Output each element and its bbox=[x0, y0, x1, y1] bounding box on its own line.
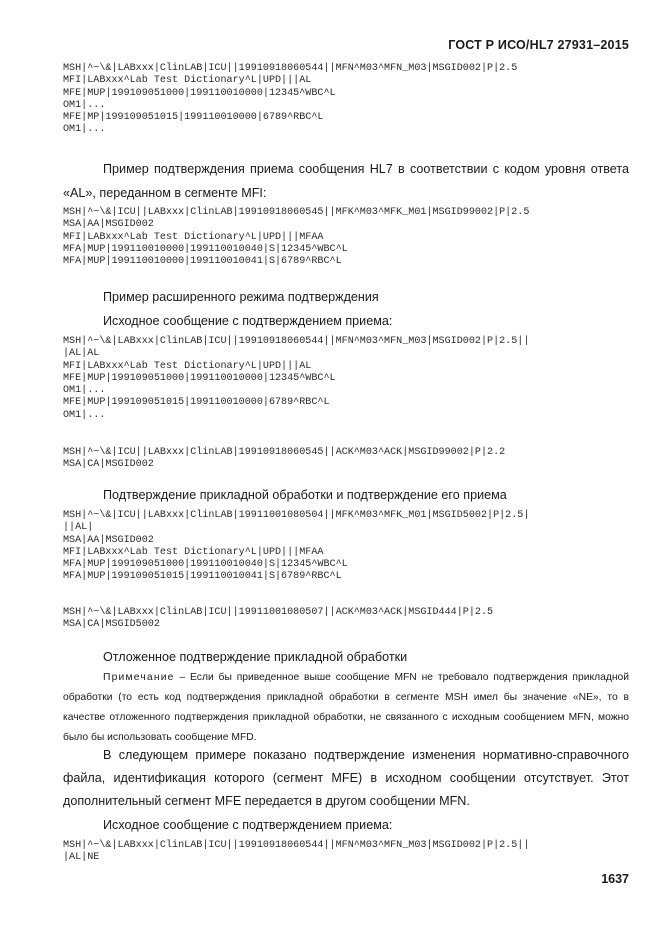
code-block-ack-application: MSH|^~\&|LABxxx|ClinLAB|ICU||19911001080507||ACK^M03^ACK|MSGID444|P|2.5 MSA|CA|MSGID5002 bbox=[63, 607, 494, 631]
heading-application-ack: Подтверждение прикладной обработки и подтверждение его приема bbox=[103, 488, 507, 502]
note-text: – Если бы приведенное выше сообщение MFN не требовало подтверждения прикладной обработки (то есть код подтверждения прикладной обработки в сегменте MSH имел бы значение «NE», то в качестве отложенного подтверждения прикладной обработки, не связанного с исходным сообщением MFN, можно было бы использовать сообщение MFD. bbox=[63, 672, 629, 743]
code-block-ack-accept: MSH|^~\&|ICU||LABxxx|ClinLAB|19910918060545||ACK^M03^ACK|MSGID99002|P|2.2 MSA|CA|MSGID002 bbox=[63, 447, 506, 471]
code-block-mfk-response: MSH|^~\&|ICU||LABxxx|ClinLAB|19910918060545||MFK^M03^MFK_M01|MSGID99002|P|2.5 MSA|AA|MSGID002 MFI|LABxxx^Lab Test Dictionary^L|UPD|||MFAA MFA|MUP|199110010000|199110010040|S|12345^WBC^L MFA|MUP|199110010000|199110010041|S|6789^RBC^L bbox=[63, 207, 530, 268]
code-block-mfn-enhanced: MSH|^~\&|LABxxx|ClinLAB|ICU||19910918060544||MFN^M03^MFN_M03|MSGID002|P|2.5|| |AL|AL MFI|LABxxx^Lab Test Dictionary^L|UPD|||AL MFE|MUP|199109051000|199110010000|12345^WBC^L OM1|... MFE|MUP|199109051015|199110010000|6789^RBC^L OM1|... bbox=[63, 336, 530, 421]
paragraph-mfe-example: В следующем примере показано подтверждение изменения нормативно-справочного файла, идентификация которого (сегмент MFE) в исходном сообщении отсутствует. Этот дополнительный сегмент MFE передается в другом сообщении MFN. bbox=[63, 748, 629, 808]
document-header: ГОСТ Р ИСО/HL7 27931–2015 bbox=[448, 38, 629, 52]
heading-enhanced-mode: Пример расширенного режима подтверждения bbox=[103, 290, 379, 304]
note-label: Примечание bbox=[103, 672, 175, 683]
code-block-mfn-ne: MSH|^~\&|LABxxx|ClinLAB|ICU||19910918060544||MFN^M03^MFN_M03|MSGID002|P|2.5|| |AL|NE bbox=[63, 840, 530, 864]
code-block-mfk-application: MSH|^~\&|ICU||LABxxx|ClinLAB|19911001080504||MFK^M03^MFK_M01|MSGID5002|P|2.5| ||AL| MSA|AA|MSGID002 MFI|LABxxx^Lab Test Dictionary^L|UPD|||MFAA MFA|MUP|199109051000|199110010040|S|12345^WBC^L MFA|MUP|199109051015|199110010041|S|6789^RBC^L bbox=[63, 510, 530, 583]
page-number: 1637 bbox=[601, 872, 629, 886]
heading-original-message-1: Исходное сообщение с подтверждением приема: bbox=[103, 314, 393, 328]
code-block-mfn-original: MSH|^~\&|LABxxx|ClinLAB|ICU||19910918060544||MFN^M03^MFN_M03|MSGID002|P|2.5 MFI|LABxxx^Lab Test Dictionary^L|UPD|||AL MFE|MUP|199109051000|199110010000|12345^WBC^L OM1|... MFE|MP|199109051015|199110010000|6789^RBC^L OM1|... bbox=[63, 63, 518, 136]
heading-deferred-ack: Отложенное подтверждение прикладной обработки bbox=[103, 650, 408, 664]
heading-original-message-2: Исходное сообщение с подтверждением приема: bbox=[103, 818, 393, 832]
note-paragraph bbox=[63, 668, 629, 748]
paragraph-ack-example: Пример подтверждения приема сообщения HL7 в соответствии с кодом уровня ответа «AL», переданном в сегменте MFI: bbox=[63, 162, 629, 200]
